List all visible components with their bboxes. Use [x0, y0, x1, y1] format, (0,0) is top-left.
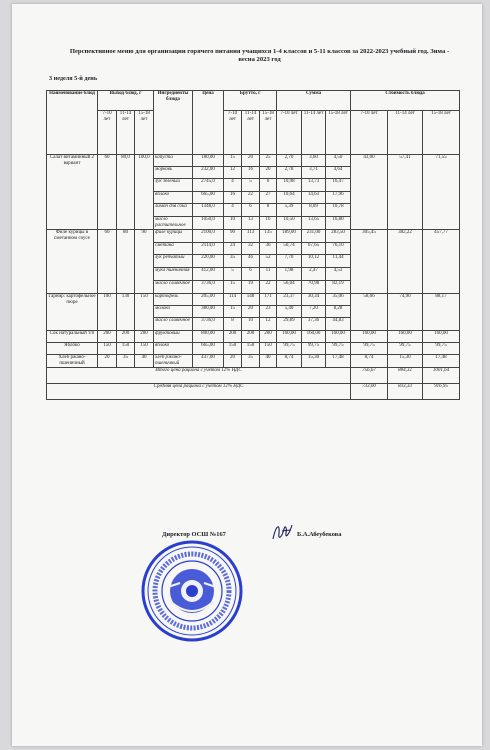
cost-cell: 99,75 [388, 343, 423, 355]
brutto-cell: 35 [242, 355, 260, 368]
brutto-cell: 20 [224, 355, 242, 368]
sum-cell: 3,60 [302, 155, 326, 167]
sum-cell: 37,36 [302, 318, 326, 331]
sum-cell: 5,40 [277, 306, 302, 318]
brutto-cell: 6 [260, 179, 277, 192]
sum-cell: 14,63 [302, 192, 326, 204]
output-cell: 80 [117, 230, 135, 294]
header-output: Выход блюд, г [98, 91, 154, 111]
menu-table [46, 90, 460, 400]
sum-cell: 35,06 [326, 294, 351, 306]
brutto-cell: 13 [242, 217, 260, 230]
price-cell: 2745,0 [193, 179, 224, 192]
age-header: 11-14 лет [388, 111, 423, 155]
week-day-label: 3 неделя 5-й день [49, 75, 98, 82]
brutto-cell: 46 [242, 255, 260, 268]
cost-cell: 15,30 [388, 355, 423, 368]
ingredient-cell: мука пшеничная [154, 268, 193, 281]
ingredient-cell: масло растительное [154, 217, 193, 230]
price-cell: 232,00 [193, 167, 224, 179]
sum-cell: 76,10 [326, 243, 351, 255]
sum-cell: 23,37 [277, 294, 302, 306]
cost-cell: 160,00 [423, 331, 460, 343]
total-label: Итого цена рациона с учетом 12% НДС [47, 368, 351, 384]
brutto-cell: 150 [260, 343, 277, 355]
brutto-cell: 25 [260, 155, 277, 167]
brutto-cell: 22 [242, 192, 260, 204]
sum-cell: 7,70 [277, 255, 302, 268]
brutto-cell: 20 [242, 306, 260, 318]
header-dish: Наименование блюд [47, 91, 98, 155]
output-cell: 200 [117, 331, 135, 343]
sum-cell: 15,30 [302, 355, 326, 368]
sum-cell: 231,00 [302, 230, 326, 243]
output-cell: 60 [98, 155, 117, 230]
menu-body [47, 155, 460, 400]
signature-block [162, 531, 342, 538]
brutto-cell: 5 [224, 268, 242, 281]
sum-cell: 13,73 [302, 179, 326, 192]
brutto-cell: 12 [224, 167, 242, 179]
price-cell: 180,00 [193, 155, 224, 167]
price-cell: 3736,0 [193, 281, 224, 294]
sum-cell: 50,74 [277, 243, 302, 255]
cost-cell: 57,41 [388, 155, 423, 230]
total-row [47, 384, 460, 400]
sum-cell: 1,98 [277, 268, 302, 281]
ingredient-cell: сметана [154, 243, 193, 255]
dish-name: Сок натуральный т/п [47, 331, 98, 343]
brutto-cell: 36 [260, 243, 277, 255]
brutto-cell: 150 [224, 343, 242, 355]
output-cell: 40 [135, 355, 154, 368]
total-row [47, 368, 460, 384]
cost-cell: 43,00 [351, 155, 388, 230]
brutto-cell: 27 [260, 192, 277, 204]
brutto-cell: 15 [224, 155, 242, 167]
sum-cell: 70,98 [302, 281, 326, 294]
dish-name: Гарнир: картофельное пюре [47, 294, 98, 331]
ingredient-cell: лук репчатый [154, 255, 193, 268]
brutto-cell: 23 [260, 306, 277, 318]
sum-cell: 44,83 [326, 318, 351, 331]
brutto-cell: 6 [242, 204, 260, 217]
ingredient-cell: лук зеленый [154, 179, 193, 192]
brutto-cell: 6 [242, 268, 260, 281]
output-cell: 150 [117, 343, 135, 355]
cost-cell: 457,77 [423, 230, 460, 294]
ingredient-cell: масло сливочное [154, 318, 193, 331]
sum-cell: 56,04 [277, 281, 302, 294]
brutto-cell: 114 [224, 294, 242, 306]
sum-cell: 99,75 [277, 343, 302, 355]
brutto-cell: 90 [224, 230, 242, 243]
price-cell: 665,00 [193, 192, 224, 204]
age-header: 7-10 лет [351, 111, 388, 155]
total-value: 733,00 [351, 384, 388, 400]
age-header: 7-10 лет [277, 111, 302, 155]
sum-cell: 10,64 [277, 192, 302, 204]
brutto-cell: 135 [260, 230, 277, 243]
sum-cell: 2,47 [302, 268, 326, 281]
output-cell: 35 [117, 355, 135, 368]
table-row [47, 343, 460, 355]
sum-cell: 4,50 [326, 155, 351, 167]
age-header: 11-14 лет [117, 111, 135, 155]
brutto-cell: 52 [260, 255, 277, 268]
sum-cell: 10,98 [277, 179, 302, 192]
school-seal-stamp [140, 539, 244, 643]
signatory-position: Директор ОСШ №167 [162, 531, 226, 538]
brutto-cell: 4 [224, 179, 242, 192]
sum-cell: 8,74 [277, 355, 302, 368]
brutto-cell: 15 [224, 306, 242, 318]
output-cell: 150 [98, 343, 117, 355]
output-cell: 90 [135, 230, 154, 294]
output-cell: 150 [135, 343, 154, 355]
table-row [47, 230, 460, 243]
brutto-cell: 20 [260, 167, 277, 179]
cost-cell: 71,55 [423, 155, 460, 230]
output-cell: 150 [135, 294, 154, 331]
brutto-cell: 22 [260, 281, 277, 294]
total-value: 833,33 [388, 384, 423, 400]
brutto-cell: 16 [260, 217, 277, 230]
price-cell: 1348,0 [193, 204, 224, 217]
cost-cell: 74,90 [388, 294, 423, 331]
sum-cell: 16,80 [326, 217, 351, 230]
ingredient-cell: морковь [154, 167, 193, 179]
ingredient-cell: яблоко [154, 343, 193, 355]
brutto-cell: 113 [242, 230, 260, 243]
header-brutto: Брутто, г [224, 91, 277, 111]
brutto-cell: 4 [224, 204, 242, 217]
brutto-cell: 24 [224, 243, 242, 255]
brutto-cell: 32 [242, 243, 260, 255]
table-row [47, 294, 460, 306]
sum-cell: 67,65 [302, 243, 326, 255]
price-cell: 665,00 [193, 343, 224, 355]
output-cell: 200 [135, 331, 154, 343]
sum-cell: 17,48 [326, 355, 351, 368]
price-cell: 2100,0 [193, 230, 224, 243]
price-cell: 412,00 [193, 268, 224, 281]
age-header: 11-14 лет [302, 111, 326, 155]
price-cell: 205,00 [193, 294, 224, 306]
document-page [12, 4, 482, 746]
ingredient-cell: масло сливочное [154, 281, 193, 294]
cost-cell: 99,75 [423, 343, 460, 355]
ingredient-cell: картофель [154, 294, 193, 306]
ingredient-cell: хлеб ржано-пшеничный [154, 355, 193, 368]
table-row [47, 331, 460, 343]
sum-cell: 11,44 [326, 255, 351, 268]
brutto-cell: 8 [224, 318, 242, 331]
brutto-cell: 200 [260, 331, 277, 343]
total-label: Средняя цена рациона с учетом 12% НДС [47, 384, 351, 400]
sum-cell: 5,39 [277, 204, 302, 217]
age-header: 15-18 лет [135, 111, 154, 155]
price-cell: 220,00 [193, 255, 224, 268]
brutto-cell: 40 [260, 355, 277, 368]
sum-cell: 7,20 [302, 306, 326, 318]
total-value: 756,67 [351, 368, 388, 384]
sum-cell: 99,75 [326, 343, 351, 355]
sum-cell: 160,00 [326, 331, 351, 343]
table-row [47, 155, 460, 167]
sum-cell: 4,64 [326, 167, 351, 179]
header-ingredients: Ингредиенты блюда [154, 91, 193, 155]
brutto-cell: 10 [224, 217, 242, 230]
brutto-cell: 20 [242, 155, 260, 167]
output-cell: 100 [98, 294, 117, 331]
ingredient-cell: яблоко [154, 192, 193, 204]
cost-cell: 160,00 [388, 331, 423, 343]
ingredient-cell: лимон для сока [154, 204, 193, 217]
brutto-cell: 12 [260, 318, 277, 331]
cost-cell: 17,48 [423, 355, 460, 368]
brutto-cell: 11 [260, 268, 277, 281]
header-cost: Стоимость блюда [351, 91, 460, 111]
header-price: Цена [193, 91, 224, 155]
dish-name: Яблоко [47, 343, 98, 355]
document-title: Перспективное меню для организации горячего питания учащихся 1-4 классов и 5-11 классов за 2022-2023 учебный год. Зима - весна 2023 год [69, 48, 450, 63]
table-row [47, 355, 460, 368]
price-cell: 1050,0 [193, 217, 224, 230]
total-value: 884,32 [388, 368, 423, 384]
age-header: 7-10 лет [224, 111, 242, 155]
price-cell: 380,00 [193, 306, 224, 318]
output-cell: 130 [117, 294, 135, 331]
brutto-cell: 5 [242, 179, 260, 192]
sum-cell: 10,50 [277, 217, 302, 230]
brutto-cell: 8 [260, 204, 277, 217]
sum-cell: 8,28 [326, 306, 351, 318]
age-header: 15-18 лет [423, 111, 460, 155]
price-cell: 3736,0 [193, 318, 224, 331]
sum-cell: 82,19 [326, 281, 351, 294]
brutto-cell: 171 [260, 294, 277, 306]
total-value: 1001,64 [423, 368, 460, 384]
sum-cell: 13,65 [302, 217, 326, 230]
age-header: 15-18 лет [260, 111, 277, 155]
age-header: 11-14 лет [242, 111, 260, 155]
ingredient-cell: капуста [154, 155, 193, 167]
sum-cell: 4,53 [326, 268, 351, 281]
age-header: 7-10 лет [98, 111, 117, 155]
sum-cell: 8,09 [302, 204, 326, 217]
brutto-cell: 150 [242, 343, 260, 355]
cost-cell: 305,45 [351, 230, 388, 294]
signatory-name: Б.А.Абеубекова [297, 531, 342, 538]
sum-cell: 283,50 [326, 230, 351, 243]
price-cell: 2114,0 [193, 243, 224, 255]
output-cell: 80,0 [117, 155, 135, 230]
cost-cell: 160,00 [351, 331, 388, 343]
sum-cell: 160,00 [302, 331, 326, 343]
cost-cell: 8,74 [351, 355, 388, 368]
brutto-cell: 148 [242, 294, 260, 306]
cost-cell: 88,17 [423, 294, 460, 331]
brutto-cell: 19 [242, 281, 260, 294]
sum-cell: 17,96 [326, 192, 351, 204]
sum-cell: 16,47 [326, 179, 351, 192]
sum-cell: 3,71 [302, 167, 326, 179]
sum-cell: 2,78 [277, 167, 302, 179]
sum-cell: 29,89 [277, 318, 302, 331]
header-sum: Сумма [277, 91, 351, 111]
sum-cell: 10,12 [302, 255, 326, 268]
price-cell: 800,00 [193, 331, 224, 343]
sum-cell: 2,70 [277, 155, 302, 167]
total-value: 916,95 [423, 384, 460, 400]
brutto-cell: 35 [224, 255, 242, 268]
dish-name: Салат витаминный 2 вариант [47, 155, 98, 230]
dish-name: Филе курицы в сметанном соусе [47, 230, 98, 294]
brutto-cell: 10 [242, 318, 260, 331]
age-header: 15-18 лет [326, 111, 351, 155]
output-cell: 20 [98, 355, 117, 368]
sum-cell: 189,00 [277, 230, 302, 243]
cost-cell: 58,66 [351, 294, 388, 331]
ingredient-cell: молоко [154, 306, 193, 318]
output-cell: 60 [98, 230, 117, 294]
brutto-cell: 16 [242, 167, 260, 179]
output-cell: 200 [98, 331, 117, 343]
brutto-cell: 16 [224, 192, 242, 204]
dish-name: Хлеб ржано-пшеничный [47, 355, 98, 368]
brutto-cell: 200 [224, 331, 242, 343]
sum-cell: 30,34 [302, 294, 326, 306]
sum-cell: 99,75 [302, 343, 326, 355]
cost-cell: 99,75 [351, 343, 388, 355]
ingredient-cell: фруктовый [154, 331, 193, 343]
brutto-cell: 15 [224, 281, 242, 294]
price-cell: 437,00 [193, 355, 224, 368]
cost-cell: 382,22 [388, 230, 423, 294]
output-cell: 100,0 [135, 155, 154, 230]
sum-cell: 10,78 [326, 204, 351, 217]
ingredient-cell: филе курицы [154, 230, 193, 243]
handwritten-signature [270, 519, 296, 545]
brutto-cell: 200 [242, 331, 260, 343]
sum-cell: 160,00 [277, 331, 302, 343]
